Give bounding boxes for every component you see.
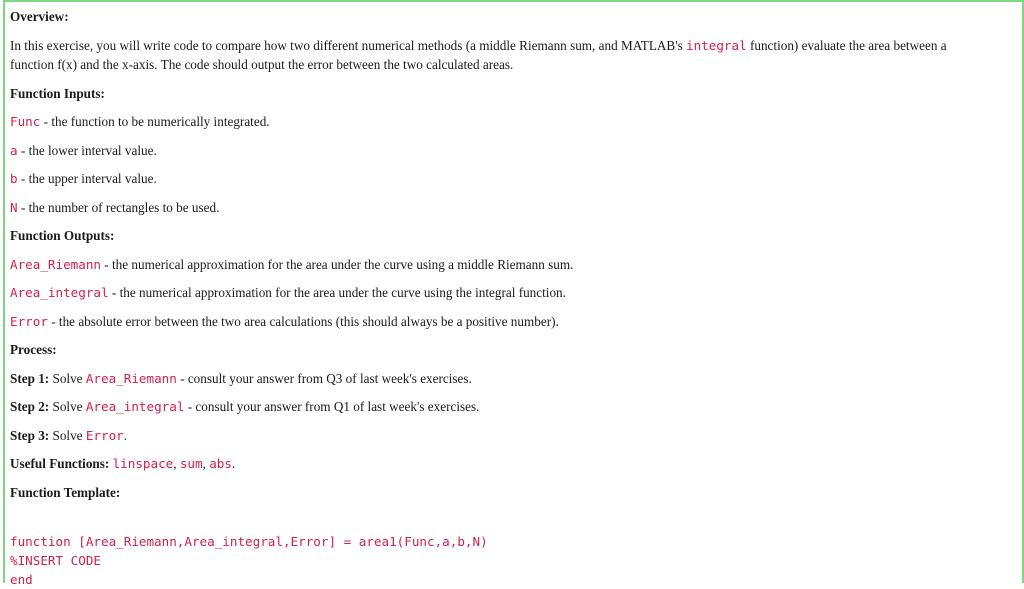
outputs-heading: Function Outputs: [10, 228, 115, 243]
overview-line-2: function f(x) and the x-axis. The code should output the error between the two calculated areas. [10, 57, 514, 72]
inputs-heading: Function Inputs: [10, 86, 105, 101]
output-item: Area_Riemann - the numerical approximation for the area under the curve using a middle Riemann sum. [10, 257, 574, 272]
process-heading: Process: [10, 342, 57, 357]
template-heading: Function Template: [10, 485, 121, 500]
output-item: Area_integral - the numerical approximation for the area under the curve using the integral function. [10, 285, 566, 300]
process-step: Step 3: Solve Error. [10, 428, 128, 443]
overview-heading: Overview: [10, 9, 69, 24]
input-item: a - the lower interval value. [10, 143, 157, 158]
process-step: Step 2: Solve Area_integral - consult your answer from Q1 of last week's exercises. [10, 399, 480, 414]
code-line: end [10, 572, 33, 587]
input-item: Func - the function to be numerically integrated. [10, 114, 270, 129]
overview-line-1: In this exercise, you will write code to compare how two different numerical methods (a middle Riemann sum, and MATLAB's integral function) evaluate the area between a [10, 38, 947, 53]
useful-functions: Useful Functions: linspace, sum, abs. [10, 456, 236, 471]
input-item: b - the upper interval value. [10, 171, 157, 186]
code-line: function [Area_Riemann,Area_integral,Error] = area1(Func,a,b,N) [10, 534, 488, 549]
input-item: N - the number of rectangles to be used. [10, 200, 220, 215]
code-line: %INSERT CODE [10, 553, 101, 568]
code-integral: integral [686, 38, 747, 53]
output-item: Error - the absolute error between the two area calculations (this should always be a positive number). [10, 314, 559, 329]
process-step: Step 1: Solve Area_Riemann - consult your answer from Q3 of last week's exercises. [10, 371, 472, 386]
